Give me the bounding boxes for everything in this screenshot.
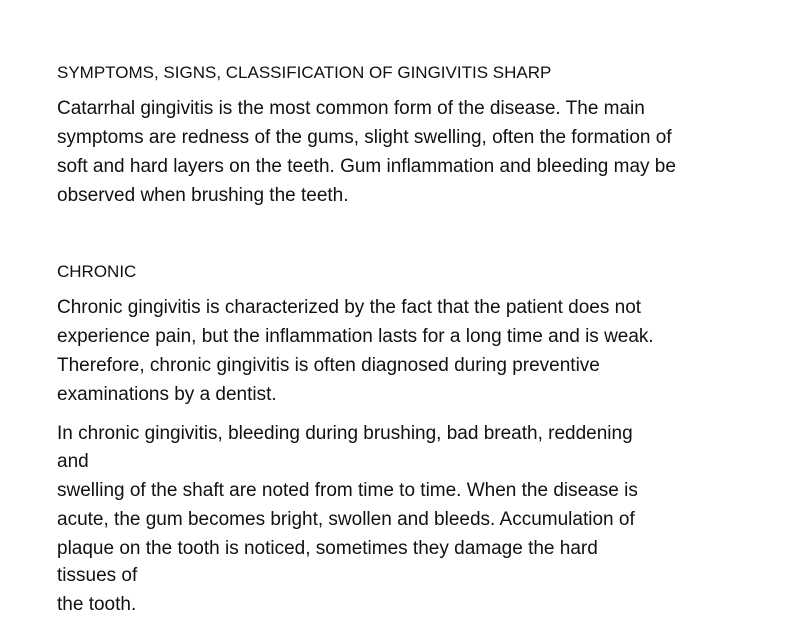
section1-line: Catarrhal gingivitis is the most common form of the disease. The main bbox=[57, 98, 645, 119]
section2-para2-line: tissues of bbox=[57, 565, 138, 586]
section2-para1-line: Therefore, chronic gingivitis is often diagnosed during preventive bbox=[57, 355, 600, 376]
section2-para1-line: Chronic gingivitis is characterized by the fact that the patient does not bbox=[57, 297, 642, 318]
section2-para2-line: plaque on the tooth is noticed, sometimes they damage the hard bbox=[57, 538, 598, 559]
section2-para1-line: examinations by a dentist. bbox=[57, 384, 277, 405]
section2-heading: CHRONIC bbox=[57, 262, 137, 281]
document-page bbox=[57, 0, 757, 618]
section2-para2-line: and bbox=[57, 451, 89, 472]
section1-line: observed when brushing the teeth. bbox=[57, 185, 349, 206]
section1-line: soft and hard layers on the teeth. Gum inflammation and bleeding may be bbox=[57, 156, 676, 177]
section2-para2-line: swelling of the shaft are noted from time to time. When the disease is bbox=[57, 480, 638, 501]
section1-line: symptoms are redness of the gums, slight swelling, often the formation of bbox=[57, 127, 672, 148]
section2-para2-line: acute, the gum becomes bright, swollen and bleeds. Accumulation of bbox=[57, 509, 635, 530]
section2-para2-line: the tooth. bbox=[57, 594, 137, 615]
document-title: SYMPTOMS, SIGNS, CLASSIFICATION OF GINGIVITIS SHARP bbox=[57, 63, 552, 82]
section2-para2-line: In chronic gingivitis, bleeding during brushing, bad breath, reddening bbox=[57, 423, 633, 444]
section2-para1-line: experience pain, but the inflammation lasts for a long time and is weak. bbox=[57, 326, 654, 347]
